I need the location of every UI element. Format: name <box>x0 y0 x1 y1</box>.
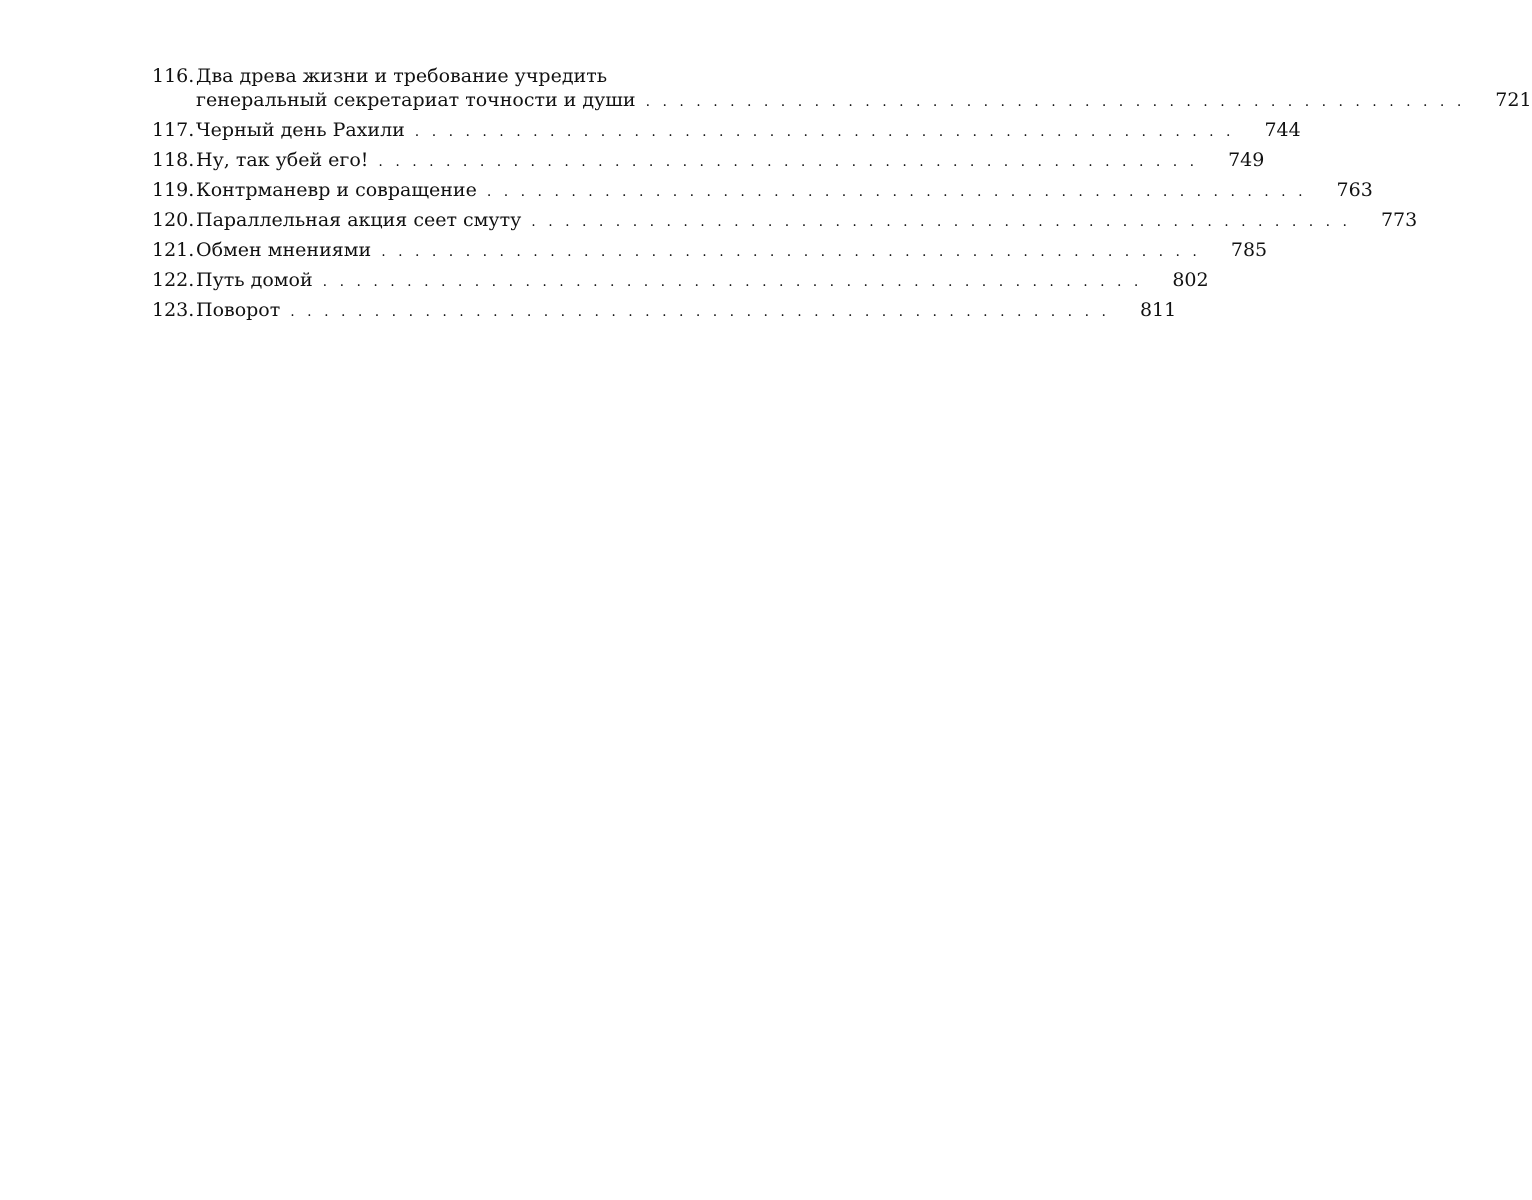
toc-entry-121 <box>152 238 1268 262</box>
dot-leader: . . . . . . . . . . . . . . . . . . . . . . . . . . . . . . . . . . . . . . . . . . . . . . . . . <box>645 94 1466 110</box>
toc-entry-line <box>152 268 1209 292</box>
toc-entry-118 <box>152 148 1265 172</box>
toc-entry-line <box>152 118 1301 142</box>
chapter-number: 121. <box>152 239 195 261</box>
dot-leader: . . . . . . . . . . . . . . . . . . . . . . . . . . . . . . . . . . . . . . . . . . . . . . . . . <box>290 304 1110 320</box>
chapter-number: 123. <box>152 299 195 321</box>
chapter-title: Путь домой <box>196 269 313 291</box>
toc-entry-first-line <box>152 64 724 88</box>
chapter-number: 118. <box>152 149 195 171</box>
toc-entry-line <box>152 178 1373 202</box>
dot-leader: . . . . . . . . . . . . . . . . . . . . . . . . . . . . . . . . . . . . . . . . . . . . . . . . . <box>486 184 1307 200</box>
chapter-title: Обмен мнениями <box>196 239 372 261</box>
page-number: 773 <box>1380 209 1418 231</box>
toc-entry-line <box>152 238 1268 262</box>
toc-entry-122 <box>152 268 1209 292</box>
chapter-title-line-2: генеральный секретариат точности и души <box>196 89 636 111</box>
dot-leader: . . . . . . . . . . . . . . . . . . . . . . . . . . . . . . . . . . . . . . . . . . . . . . . . . <box>378 154 1199 170</box>
page-number: 763 <box>1336 179 1373 201</box>
chapter-title: Контрманевр и совращение <box>196 179 477 201</box>
chapter-title-line-1: Два древа жизни и требование учредить <box>196 65 608 87</box>
chapter-title: Ну, так убей его! <box>196 149 369 171</box>
toc-entry-119 <box>152 178 1373 202</box>
chapter-title: Черный день Рахили <box>196 119 405 141</box>
chapter-number: 117. <box>152 119 195 141</box>
page-number: 721 <box>1495 89 1532 111</box>
chapter-number: 120. <box>152 209 195 231</box>
toc-entry-continuation <box>152 88 1532 112</box>
toc-entry-123 <box>152 298 1177 322</box>
page-number: 744 <box>1264 119 1301 141</box>
page-number: 749 <box>1228 149 1265 171</box>
page-number: 802 <box>1172 269 1209 291</box>
table-of-contents <box>152 64 1532 322</box>
dot-leader: . . . . . . . . . . . . . . . . . . . . . . . . . . . . . . . . . . . . . . . . . . . . . . . . . <box>414 124 1235 140</box>
dot-leader: . . . . . . . . . . . . . . . . . . . . . . . . . . . . . . . . . . . . . . . . . . . . . . . . . <box>322 274 1143 290</box>
toc-entry-line <box>152 148 1265 172</box>
toc-entry-line <box>152 298 1177 322</box>
chapter-number: 116. <box>152 65 195 87</box>
chapter-number: 122. <box>152 269 195 291</box>
dot-leader: . . . . . . . . . . . . . . . . . . . . . . . . . . . . . . . . . . . . . . . . . . . . . . . . . <box>381 244 1201 260</box>
toc-entry-117 <box>152 118 1301 142</box>
toc-entry-116 <box>152 64 1532 112</box>
dot-leader: . . . . . . . . . . . . . . . . . . . . . . . . . . . . . . . . . . . . . . . . . . . . . . . . . <box>531 214 1351 230</box>
chapter-number: 119. <box>152 179 195 201</box>
page-number: 785 <box>1230 239 1268 261</box>
toc-entry-120 <box>152 208 1418 232</box>
page-number: 811 <box>1139 299 1177 321</box>
chapter-title: Параллельная акция сеет смуту <box>196 209 522 231</box>
toc-entry-line <box>152 208 1418 232</box>
chapter-title: Поворот <box>196 299 281 321</box>
